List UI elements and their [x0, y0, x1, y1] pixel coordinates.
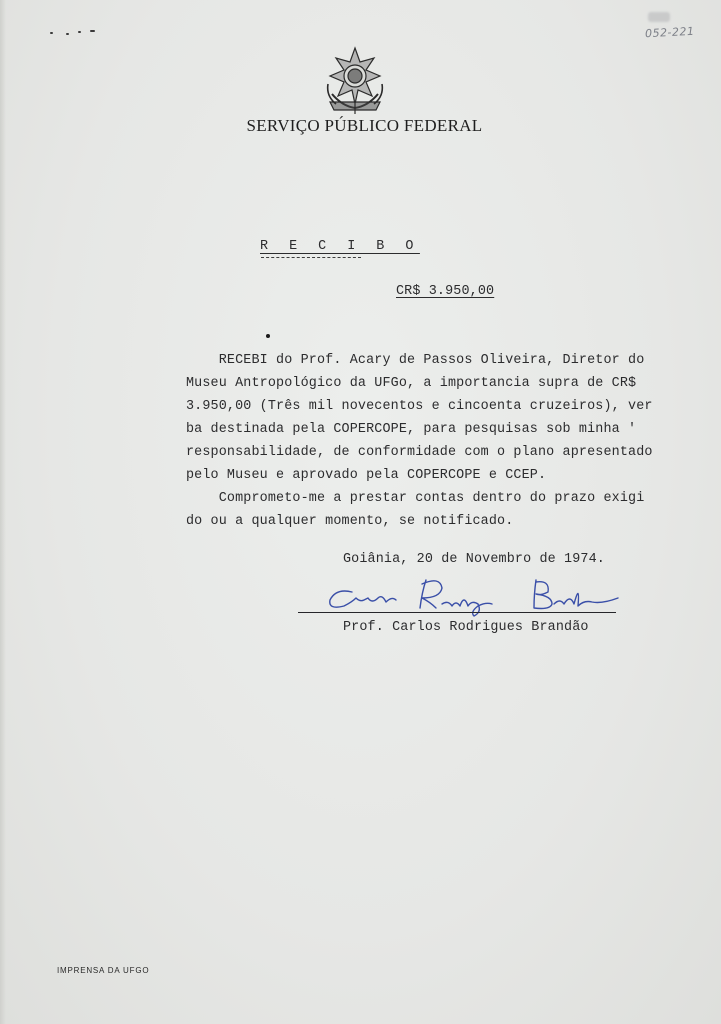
header-title: SERVIÇO PÚBLICO FEDERAL — [246, 116, 483, 135]
title-double-underline — [261, 257, 361, 258]
archive-code: 052-221 — [644, 24, 695, 41]
ink-dot — [266, 334, 270, 338]
body-line: 3.950,00 (Três mil novecentos e cincoenta cruzeiros), ver — [186, 399, 653, 414]
body-line: do ou a qualquer momento, se notificado. — [186, 514, 514, 529]
body-line: pelo Museu e aprovado pela COPERCOPE e CCEP. — [186, 468, 547, 483]
archive-smudge — [648, 12, 670, 22]
coat-of-arms-icon — [322, 44, 388, 118]
body-line: RECEBI do Prof. Acary de Passos Oliveira, Diretor do — [186, 353, 645, 368]
signature-line — [298, 612, 616, 613]
date-line: Goiânia, 20 de Novembro de 1974. — [343, 552, 605, 567]
body-line: Comprometo-me a prestar contas dentro do prazo exigi — [186, 491, 645, 506]
body-line: responsabilidade, de conformidade com o plano apresentado — [186, 445, 653, 460]
document-title: R E C I B O — [260, 239, 420, 254]
signer-name: Prof. Carlos Rodrigues Brandão — [343, 620, 589, 635]
ink-specks — [48, 28, 108, 38]
body-line: Museu Antropológico da UFGo, a importancia supra de CR$ — [186, 376, 637, 391]
amount-value: CR$ 3.950,00 — [396, 284, 495, 299]
body-line: ba destinada pela COPERCOPE, para pesquisas sob minha ' — [186, 422, 637, 437]
footer-imprint: IMPRENSA DA UFGO — [57, 966, 150, 975]
paper-edge-shadow — [0, 0, 6, 1024]
